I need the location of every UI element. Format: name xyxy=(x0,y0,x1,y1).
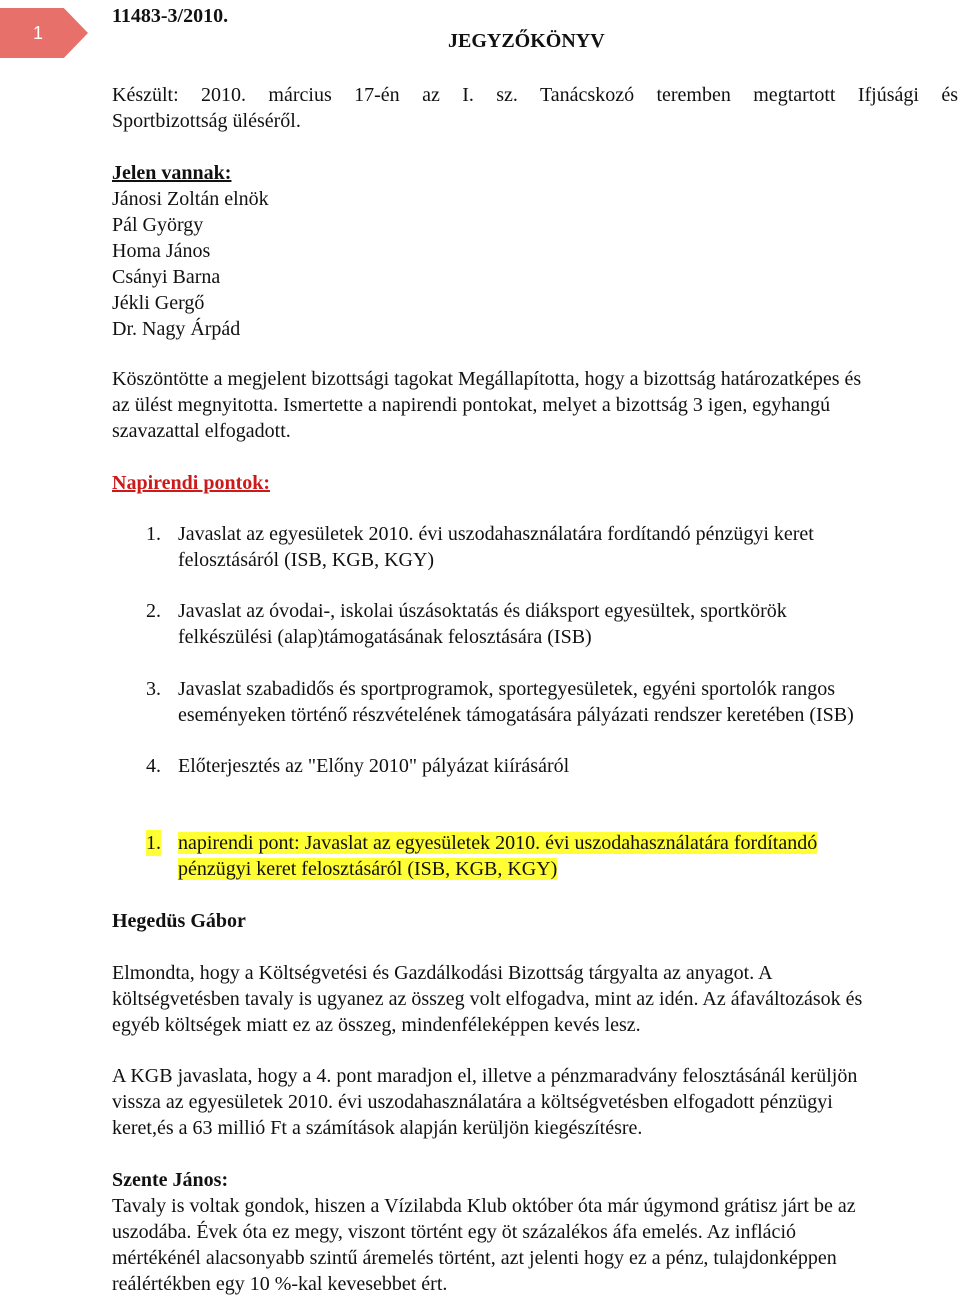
speaker-name: Hegedüs Gábor xyxy=(112,910,246,932)
speaker-2-block xyxy=(112,1167,958,1297)
agenda-item-text: felkészülési (alap)támogatásának felosztására (ISB) xyxy=(178,626,592,648)
agenda-item-number: 4. xyxy=(146,755,161,777)
attendee-name: Jékli Gergő xyxy=(112,292,205,314)
agenda-item-text: Javaslat az óvodai-, iskolai úszásoktatás és diáksport egyesültek, sportkörök xyxy=(178,600,787,622)
agenda-heading: Napirendi pontok: xyxy=(112,472,271,494)
agenda-item xyxy=(146,753,958,779)
paragraph-line: Elmondta, hogy a Költségvetési és Gazdálkodási Bizottság tárgyalta az anyagot. A xyxy=(112,962,773,984)
paragraph-line: uszodába. Évek óta ez megy, viszont történt egy öt százalékos áfa emelés. Az infláció xyxy=(112,1221,796,1243)
section-1-number: 1. xyxy=(146,832,161,854)
paragraph-line: A KGB javaslata, hogy a 4. pont maradjon el, illetve a pénzmaradvány felosztásánál kerüljön xyxy=(112,1065,858,1087)
section-1-title: pénzügyi keret felosztásáról (ISB, KGB, KGY) xyxy=(178,858,558,880)
speaker-1-paragraph xyxy=(112,960,958,1038)
paragraph-line: keret,és a 63 millió Ft a számítások alapján kerüljön kiegészítésre. xyxy=(112,1117,643,1139)
opening-line: az ülést megnyitotta. Ismertette a napirendi pontokat, melyet a bizottság 3 igen, egyhangú xyxy=(112,394,831,416)
intro-paragraph xyxy=(112,82,958,134)
paragraph-line: költségvetésben tavaly is ugyanez az összeg volt elfogadva, mint az idén. Az áfaváltozások és xyxy=(112,988,863,1010)
opening-paragraph xyxy=(112,366,958,444)
paragraph-line: Tavaly is voltak gondok, hiszen a Vízilabda Klub október óta már úgymond grátisz járt be az xyxy=(112,1195,856,1217)
attendee-name: Csányi Barna xyxy=(112,266,221,288)
document-title: JEGYZŐKÖNYV xyxy=(448,30,605,52)
agenda-item-number: 1. xyxy=(146,523,161,545)
attendee-name: Homa János xyxy=(112,240,211,262)
speaker-1-paragraph xyxy=(112,1063,958,1141)
page-number: 1 xyxy=(32,23,43,43)
speaker-1-block xyxy=(112,908,958,934)
agenda-item xyxy=(146,598,958,650)
agenda-item-text: Javaslat szabadidős és sportprogramok, sportegyesületek, egyéni sportolók rangos xyxy=(178,678,836,700)
opening-line: szavazattal elfogadott. xyxy=(112,420,291,442)
attendee-name: Pál György xyxy=(112,214,204,236)
section-1-title: napirendi pont: Javaslat az egyesületek 2010. évi uszodahasználatára fordítandó xyxy=(178,832,818,854)
paragraph-line: reálértékben egy 10 %-kal kevesebbet ért. xyxy=(112,1273,448,1295)
attendee-name: Dr. Nagy Árpád xyxy=(112,318,241,340)
section-1-heading xyxy=(146,830,958,882)
paragraph-line: vissza az egyesületek 2010. évi uszodahasználatára a költségvetésben elfogadott pénzügyi xyxy=(112,1091,833,1113)
agenda-heading-block xyxy=(112,470,958,496)
opening-line: Köszöntötte a megjelent bizottsági tagokat Megállapította, hogy a bizottság határozatképes és xyxy=(112,368,862,390)
agenda-item-text: Javaslat az egyesületek 2010. évi uszodahasználatára fordítandó pénzügyi keret xyxy=(178,523,814,545)
agenda-item-text: felosztásáról (ISB, KGB, KGY) xyxy=(178,549,435,571)
intro-line: Sportbizottság üléséről. xyxy=(112,110,301,132)
agenda-item-number: 2. xyxy=(146,600,161,622)
page-number-badge xyxy=(0,8,88,58)
attendee-name: Jánosi Zoltán elnök xyxy=(112,188,269,210)
agenda-item xyxy=(146,676,958,728)
speaker-name: Szente János: xyxy=(112,1169,229,1191)
agenda-item-text: Előterjesztés az "Előny 2010" pályázat kiírásáról xyxy=(178,755,570,777)
agenda-item-number: 3. xyxy=(146,678,161,700)
agenda-item xyxy=(146,521,958,573)
paragraph-line: mértékénél alacsonyabb szintű áremelés történt, azt jelenti hogy ez a pénz, tulajdonképpen xyxy=(112,1247,837,1269)
intro-line: Készült: 2010. március 17-én az I. sz. Tanácskozó teremben megtartott Ifjúsági és xyxy=(112,84,958,106)
attendees-section xyxy=(112,160,958,342)
agenda-item-text: eseményeken történő részvételének támogatására pályázati rendszer keretében (ISB) xyxy=(178,704,854,726)
paragraph-line: egyéb költségek miatt ez az összeg, mindenféleképpen kevés lesz. xyxy=(112,1014,641,1036)
attendees-heading: Jelen vannak: xyxy=(112,162,232,184)
document-id: 11483-3/2010. xyxy=(112,5,229,27)
